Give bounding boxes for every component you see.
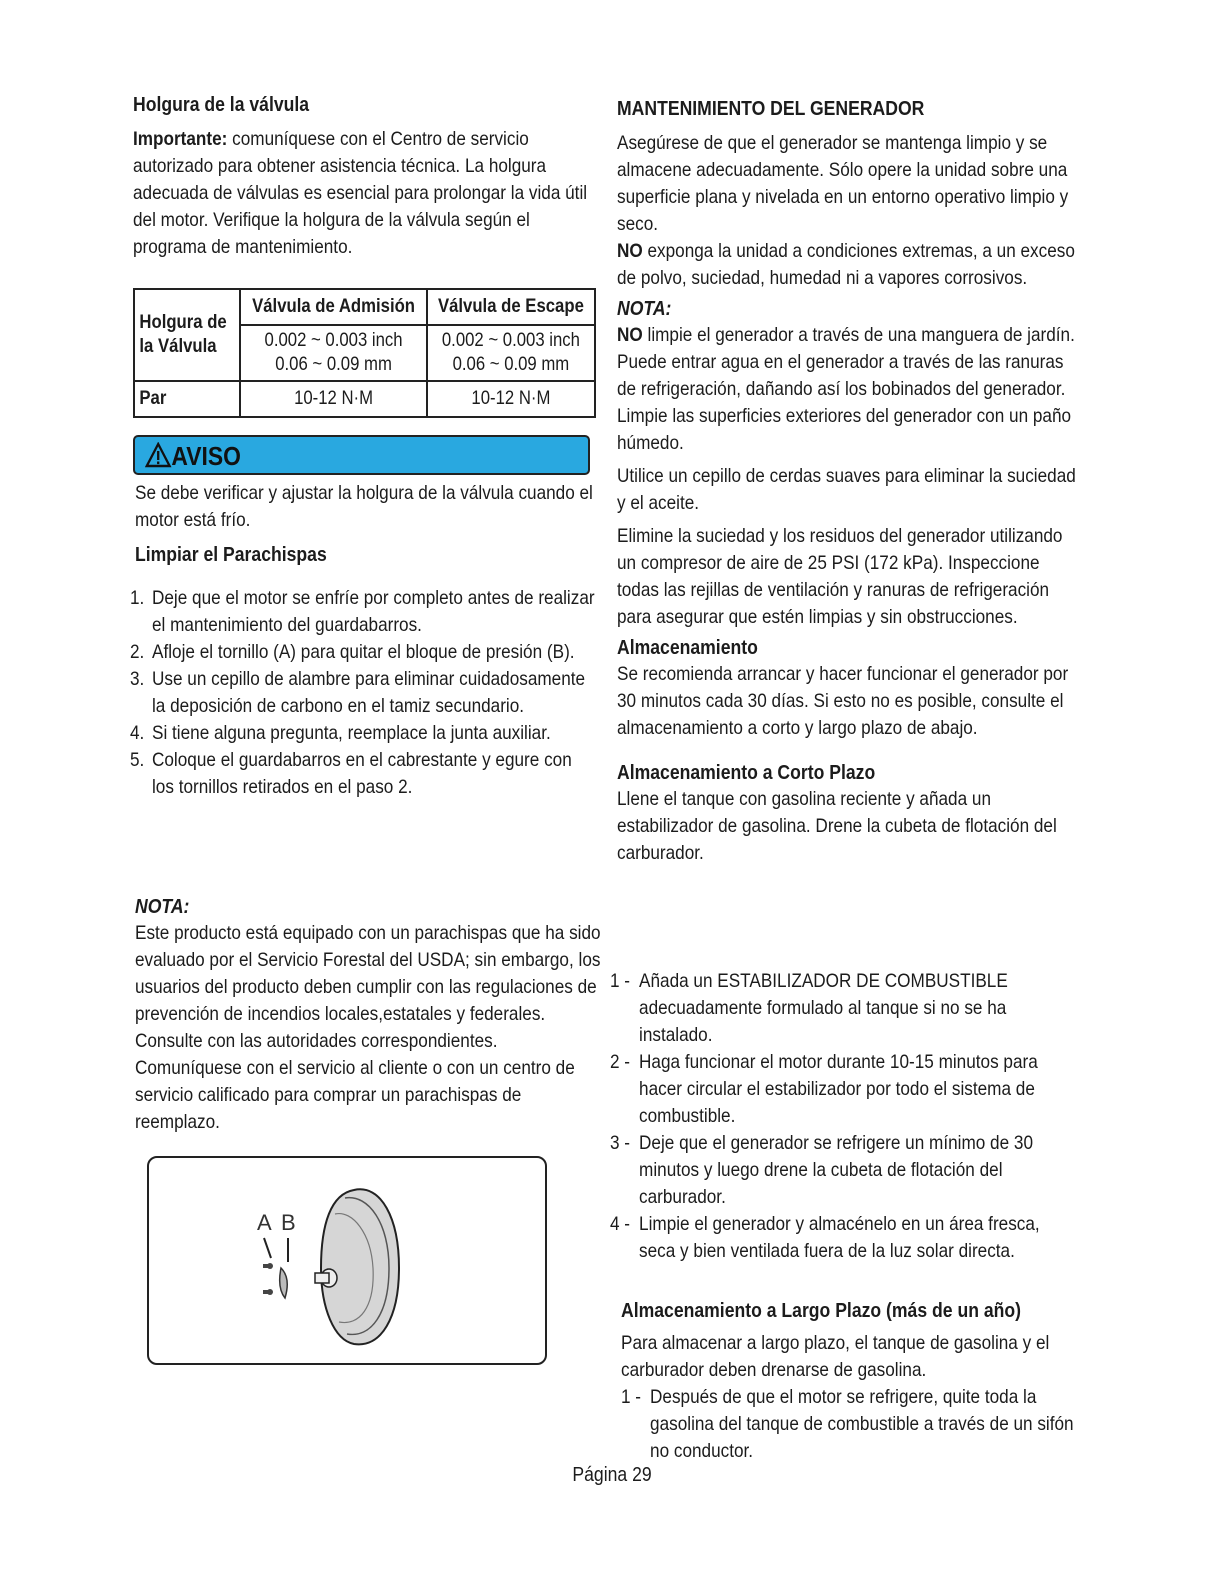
list-item-number: 2. [130, 641, 145, 663]
figure-label-b: B [281, 1210, 296, 1235]
list-item-number: 4 - [610, 1213, 631, 1235]
storage-text: Se recomienda arrancar y hacer funcionar el generador por 30 minutos cada 30 días. Si esto no es posible, consulte el almacenamiento a corto y largo plazo de abajo. [617, 663, 1069, 739]
list-item-text: Deje que el motor se enfríe por completo antes de realizar el mantenimiento del guardabarros. [152, 587, 595, 636]
page-number: Página 29 [572, 1464, 652, 1486]
list-item [130, 639, 596, 666]
aviso-label: AVISO [145, 441, 241, 471]
table-row-label-clearance [134, 289, 240, 381]
left-column [133, 92, 598, 261]
long-term-steps-list [621, 1384, 1087, 1465]
list-item-text: Afloje el tornillo (A) para quitar el bloque de presión (B). [152, 641, 575, 663]
clearance-label-line1: Holgura de [139, 312, 227, 333]
spark-arrestor-figure [147, 1156, 547, 1365]
right-nota-label: NOTA: [617, 298, 672, 320]
important-paragraph [133, 126, 599, 261]
list-item-text: Añada un ESTABILIZADOR DE COMBUSTIBLE adecuadamente formulado al tanque si no se ha instalado. [639, 970, 1008, 1046]
list-item-text: Limpie el generador y almacénelo en un área fresca, seca y bien ventilada fuera de la luz solar directa. [639, 1213, 1040, 1262]
long-term-text: Para almacenar a largo plazo, el tanque de gasolina y el carburador deben drenarse de gasolina. [621, 1332, 1050, 1381]
list-item-text: Use un cepillo de alambre para eliminar cuidadosamente la deposición de carbono en el tamiz secundario. [152, 668, 586, 717]
list-item-number: 1 - [610, 970, 631, 992]
list-item [130, 720, 596, 747]
list-item [130, 666, 596, 720]
important-text: comuníquese con el Centro de servicio autorizado para obtener asistencia técnica. La holgura adecuada de válvulas es esencial para prolongar la vida útil del motor. Verifique la holgura de la válvula según el programa de mantenimiento. [133, 128, 588, 258]
short-term-heading: Almacenamiento a Corto Plazo [617, 762, 876, 784]
aviso-section [135, 480, 600, 568]
aviso-banner [133, 435, 590, 475]
table-header-intake: Válvula de Admisión [240, 289, 427, 325]
right-column [617, 96, 1082, 867]
important-label: Importante: [133, 128, 228, 150]
spark-steps-list [130, 585, 596, 801]
list-item-text: Si tiene alguna pregunta, reemplace la junta auxiliar. [152, 722, 551, 744]
right-nota-paragraph [617, 322, 1083, 457]
list-item-number: 1. [130, 587, 145, 609]
exhaust-torque-cell: 10-12 N·M [427, 381, 595, 417]
short-term-steps-list [610, 968, 1076, 1265]
list-item-text: Haga funcionar el motor durante 10-15 minutos para hacer circular el estabilizador por todo el sistema de combustible. [639, 1051, 1038, 1127]
exhaust-clearance-cell: 0.002 ~ 0.003 inch 0.06 ~ 0.09 mm [427, 325, 595, 381]
list-item-text: Deje que el generador se refrigere un mínimo de 30 minutos y luego drene la cubeta de flotación del carburador. [639, 1132, 1034, 1208]
list-item-number: 2 - [610, 1051, 631, 1073]
right-nota-text: limpie el generador a través de una manguera de jardín. Puede entrar agua en el generador a través de las ranuras de refrigeración, dañando así los bobinados del generador. Limpie las superficies exteriores del generador con un paño húmedo. [617, 324, 1075, 454]
spark-arrestor-heading: Limpiar el Parachispas [135, 544, 327, 566]
valve-clearance-table [133, 288, 596, 418]
table-header-exhaust: Válvula de Escape [427, 289, 595, 325]
clearance-label-line2: la Válvula [139, 336, 217, 357]
list-item [610, 1049, 1076, 1130]
warning-icon [145, 442, 171, 468]
spark-arrestor-illustration [149, 1158, 545, 1363]
list-item-number: 4. [130, 722, 145, 744]
long-term-heading: Almacenamiento a Largo Plazo (más de un año) [621, 1300, 1022, 1322]
spark-steps [130, 585, 595, 801]
maintenance-text: Asegúrese de que el generador se mantenga limpio y se almacene adecuadamente. Sólo opere la unidad sobre una superficie plana y nivelada en un entorno operativo limpio y seco. [617, 132, 1069, 235]
valve-clearance-heading: Holgura de la válvula [133, 94, 310, 116]
list-item [610, 968, 1076, 1049]
list-item [130, 747, 596, 801]
list-item-text: Coloque el guardabarros en el cabrestante y egure con los tornillos retirados en el paso 2. [152, 749, 572, 798]
maintenance-heading: MANTENIMIENTO DEL GENERADOR [617, 98, 925, 120]
table-row-label-torque: Par [134, 381, 240, 417]
long-term-section [621, 1298, 1086, 1465]
list-item-text: Después de que el motor se refrigere, quite toda la gasolina del tanque de combustible a través de un sifón no conductor. [650, 1386, 1074, 1462]
no-label: NO [617, 240, 643, 262]
intake-torque-cell: 10-12 N·M [240, 381, 427, 417]
list-item-number: 5. [130, 749, 145, 771]
brush-text: Utilice un cepillo de cerdas suaves para eliminar la suciedad y el aceite. [617, 465, 1076, 514]
storage-heading: Almacenamiento [617, 637, 758, 659]
list-item [610, 1211, 1076, 1265]
list-item-number: 3 - [610, 1132, 631, 1154]
list-item [130, 585, 596, 639]
list-item-number: 3. [130, 668, 145, 690]
list-item [610, 1130, 1076, 1211]
no-text: exponga la unidad a condiciones extremas, a un exceso de polvo, suciedad, humedad ni a vapores corrosivos. [617, 240, 1075, 289]
list-item-number: 1 - [621, 1386, 642, 1408]
list-item [621, 1384, 1087, 1465]
intake-clearance-cell: 0.002 ~ 0.003 inch 0.06 ~ 0.09 mm [240, 325, 427, 381]
aviso-text: Se debe verificar y ajustar la holgura de la válvula cuando el motor está frío. [135, 482, 593, 531]
air-compressor-text: Elimine la suciedad y los residuos del generador utilizando un compresor de aire de 25 PSI (172 kPa). Inspeccione todas las rejillas de ventilación y ranuras de refrigeración para asegurar que estén limpias y sin obstrucciones. [617, 525, 1063, 628]
figure-label-a: A [257, 1210, 272, 1235]
no-paragraph [617, 238, 1083, 292]
left-nota-label: NOTA: [135, 896, 190, 918]
short-term-steps [610, 968, 1090, 1265]
short-term-text: Llene el tanque con gasolina reciente y añada un estabilizador de gasolina. Drene la cubeta de flotación del carburador. [617, 788, 1057, 864]
left-nota [135, 894, 600, 1136]
right-nota-no-label: NO [617, 324, 643, 346]
left-nota-text: Este producto está equipado con un parachispas que ha sido evaluado por el Servicio Forestal del USDA; sin embargo, los usuarios del producto deben cumplir con las regulaciones de prevención de incendios locales,estatales y federales. Consulte con las autoridades correspondientes. Comuníquese con el servicio al cliente o con un centro de servicio calificado para comprar un parachispas de reemplazo. [135, 922, 601, 1133]
